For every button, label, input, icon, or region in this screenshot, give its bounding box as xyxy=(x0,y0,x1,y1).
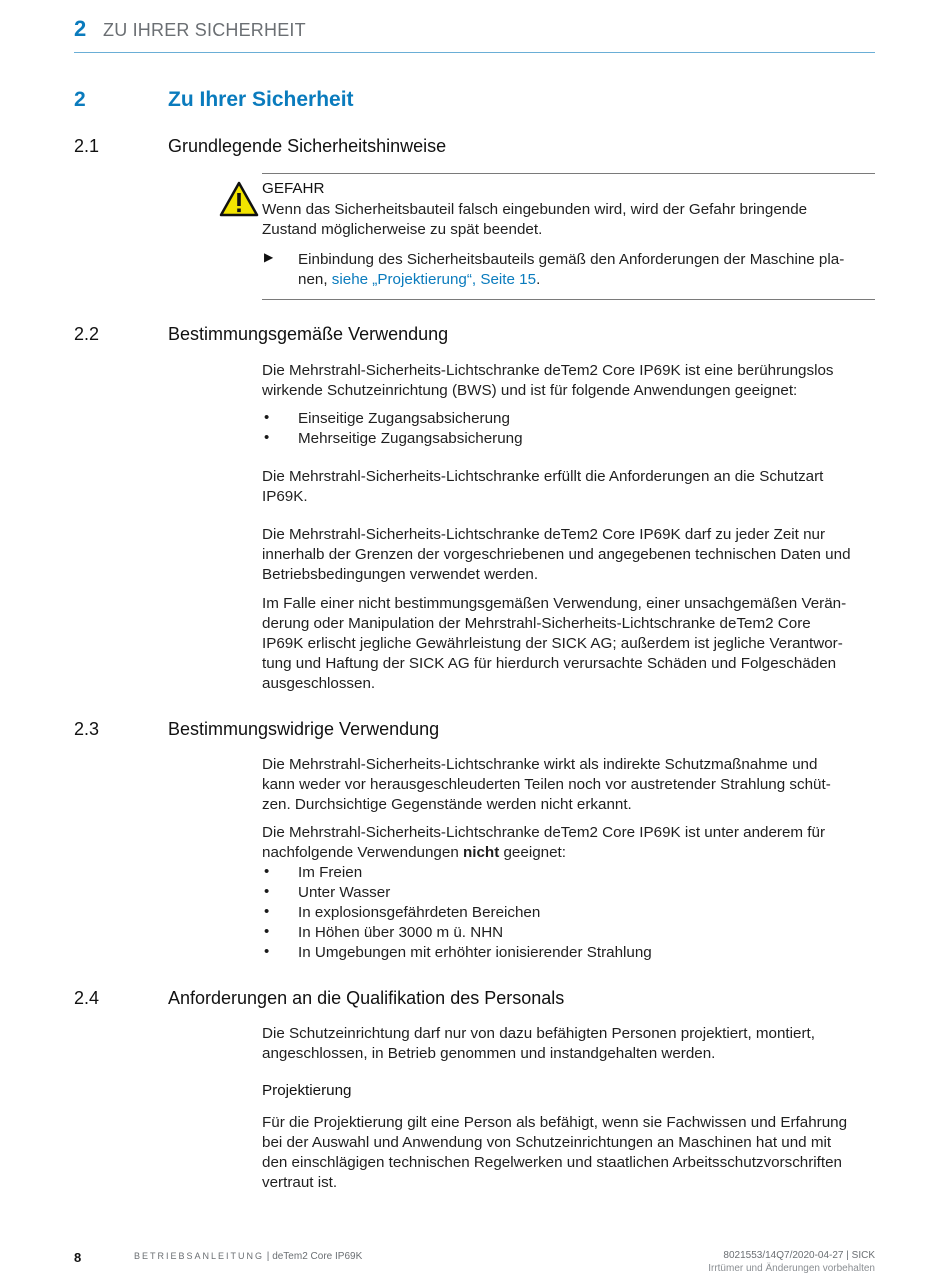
footer-document-id: 8021553/14Q7/2020-04-27 | SICK xyxy=(723,1250,875,1261)
footer-product: deTem2 Core IP69K xyxy=(272,1251,363,1262)
text-line: Wenn das Sicherheitsbauteil falsch eingebunden wird, wird der Gefahr bringende xyxy=(262,201,808,218)
list-bullet: • xyxy=(264,409,270,426)
list-bullet: • xyxy=(264,943,270,960)
text-line: bei der Auswahl und Anwendung von Schutzeinrichtungen an Maschinen hat und mit xyxy=(262,1134,832,1151)
text-line: den einschlägigen technischen Regelwerken und staatlichen Arbeitsschutzvorschriften xyxy=(262,1154,843,1171)
warning-top-rule xyxy=(262,173,875,174)
footer-disclaimer: Irrtümer und Änderungen vorbehalten xyxy=(708,1263,875,1274)
text-line: zen. Durchsichtige Gegenstände werden nicht erkannt. xyxy=(262,796,632,813)
text-line: Für die Projektierung gilt eine Person als befähigt, wenn sie Fachwissen und Erfahrung xyxy=(262,1114,848,1131)
section-number: 2.2 xyxy=(74,324,100,344)
list-item: In Umgebungen mit erhöhter ionisierender Strahlung xyxy=(298,944,652,961)
section-number: 2.3 xyxy=(74,719,100,739)
section-number: 2.1 xyxy=(74,136,100,156)
text-line: derung oder Manipulation der Mehrstrahl-Sicherheits-Lichtschranke deTem2 Core xyxy=(262,615,811,632)
text-line: angeschlossen, in Betrieb genommen und instandgehalten werden. xyxy=(262,1045,716,1062)
paragraph xyxy=(262,594,874,694)
text-line: ausgeschlossen. xyxy=(262,675,376,692)
paragraph xyxy=(262,525,874,585)
warning-triangle-icon xyxy=(219,181,259,217)
text-line: Einbindung des Sicherheitsbauteils gemäß den Anforderungen der Maschine pla- xyxy=(298,251,845,268)
text-line: Betriebsbedingungen verwendet werden. xyxy=(262,566,539,583)
text-line: Die Mehrstrahl-Sicherheits-Lichtschranke erfüllt die Anforderungen an die Schutzart xyxy=(262,468,824,485)
projektierung-link[interactable]: siehe „Projektierung“, Seite 15 xyxy=(331,271,537,288)
paragraph xyxy=(262,467,874,507)
section-title: Grundlegende Sicherheitshinweise xyxy=(168,136,447,156)
text-line: wirkende Schutzeinrichtung (BWS) und ist für folgende Anwendungen geeignet: xyxy=(262,382,798,399)
list-item: In explosionsgefährdeten Bereichen xyxy=(298,904,541,921)
list-item: Einseitige Zugangsabsicherung xyxy=(298,410,510,427)
paragraph xyxy=(262,1113,874,1193)
page-number: 8 xyxy=(74,1250,82,1265)
warning-bottom-rule xyxy=(262,299,875,300)
section-title: Bestimmungsgemäße Verwendung xyxy=(168,324,449,344)
warning-label: GEFAHR xyxy=(262,180,325,197)
text-line: nen, siehe „Projektierung“, Seite 15. xyxy=(298,271,541,288)
chapter-title: Zu Ihrer Sicherheit xyxy=(168,88,354,111)
subheading: Projektierung xyxy=(262,1082,352,1099)
chapter-number: 2 xyxy=(74,88,86,111)
list-item: Unter Wasser xyxy=(298,884,391,901)
header-chapter-title: ZU IHRER SICHERHEIT xyxy=(103,20,306,40)
action-arrow-icon: ▶ xyxy=(264,250,274,264)
text-line: Die Schutzeinrichtung darf nur von dazu befähigten Personen projektiert, montiert, xyxy=(262,1025,815,1042)
text-line: tung und Haftung der SICK AG für hierdurch verursachte Schäden und Folgeschäden xyxy=(262,655,837,672)
text-line: IP69K erlischt jegliche Gewährleistung der SICK AG; außerdem ist jegliche Verantwor- xyxy=(262,635,843,652)
list-item: In Höhen über 3000 m ü. NHN xyxy=(298,924,504,941)
text-line: vertraut ist. xyxy=(262,1174,338,1191)
text-line: innerhalb der Grenzen der vorgeschriebenen und angegebenen technischen Daten und xyxy=(262,546,851,563)
warning-action xyxy=(298,250,874,290)
text-line: Die Mehrstrahl-Sicherheits-Lichtschranke deTem2 Core IP69K ist unter anderem für xyxy=(262,824,826,841)
list-item: Im Freien xyxy=(298,864,363,881)
text-line: Im Falle einer nicht bestimmungsgemäßen Verwendung, einer unsachgemäßen Verän- xyxy=(262,595,847,612)
text-line: Die Mehrstrahl-Sicherheits-Lichtschranke wirkt als indirekte Schutzmaßnahme und xyxy=(262,756,818,773)
text-line: kann weder vor herausgeschleuderten Teilen noch vor austretender Strahlung schüt- xyxy=(262,776,831,793)
text-line: nachfolgende Verwendungen nicht geeignet: xyxy=(262,844,566,861)
header-chapter-number: 2 xyxy=(74,16,87,41)
text-line: IP69K. xyxy=(262,488,308,505)
list-bullet: • xyxy=(264,903,270,920)
list-item: Mehrseitige Zugangsabsicherung xyxy=(298,430,523,447)
header-divider xyxy=(74,52,875,53)
list-bullet: • xyxy=(264,923,270,940)
paragraph xyxy=(262,1024,874,1064)
list-bullet: • xyxy=(264,863,270,880)
list-bullet: • xyxy=(264,883,270,900)
text-line: Die Mehrstrahl-Sicherheits-Lichtschranke deTem2 Core IP69K darf zu jeder Zeit nur xyxy=(262,526,826,543)
text-line: Die Mehrstrahl-Sicherheits-Lichtschranke deTem2 Core IP69K ist eine berührungslos xyxy=(262,362,834,379)
text-line: Zustand möglicherweise zu spät beendet. xyxy=(262,221,543,238)
section-title: Anforderungen an die Qualifikation des Personals xyxy=(168,988,565,1008)
paragraph xyxy=(262,361,874,401)
section-number: 2.4 xyxy=(74,988,100,1008)
footer-document-title: BETRIEBSANLEITUNG | deTem2 Core IP69K xyxy=(134,1251,363,1262)
list-bullet: • xyxy=(264,429,270,446)
paragraph xyxy=(262,823,874,863)
warning-text xyxy=(262,200,874,240)
section-title: Bestimmungswidrige Verwendung xyxy=(168,719,440,739)
paragraph xyxy=(262,755,874,815)
